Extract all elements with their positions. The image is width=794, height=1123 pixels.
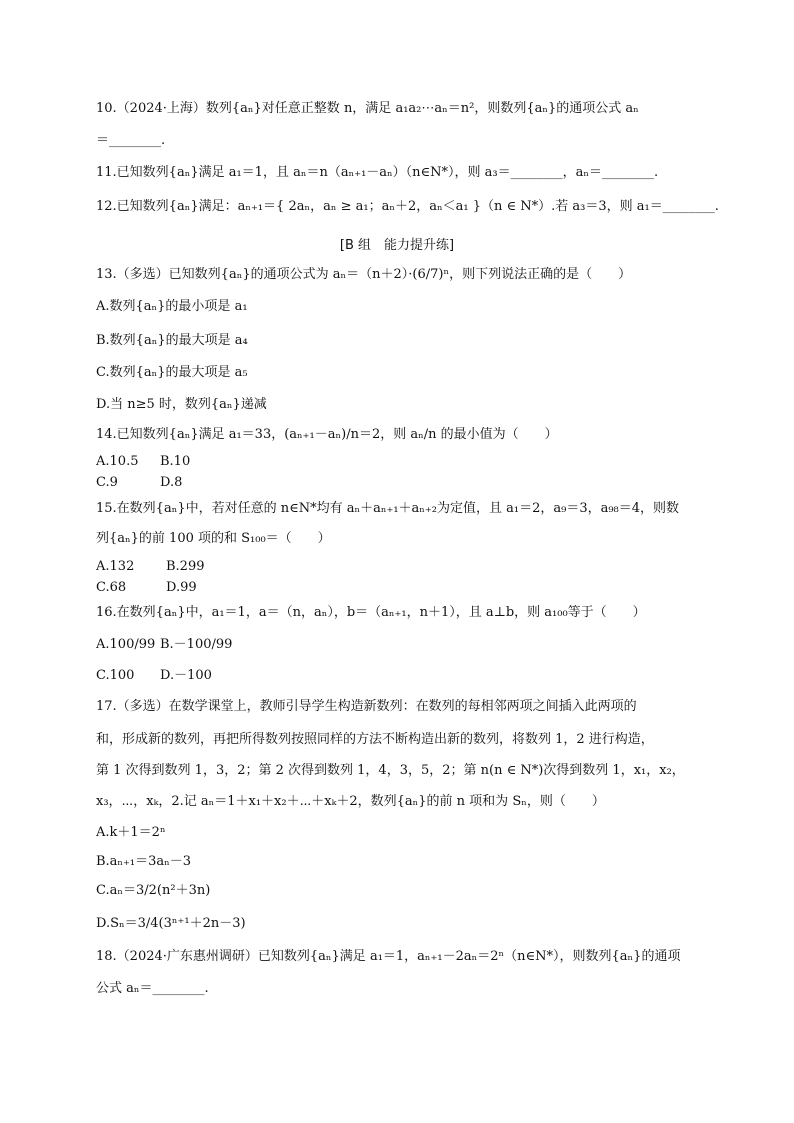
problem-17-line-2: 和，形成新的数列，再把所得数列按照同样的方法不断构造出新的数列，将数列 1，2 进行构造，	[96, 732, 654, 747]
problem-13-option-c: C.数列{aₙ}的最大项是 a₅	[96, 365, 248, 380]
problem-13: 13.（多选）已知数列{aₙ}的通项公式为 aₙ＝（n＋2）·(6/7)ⁿ，则下列说法正确的是（ ）	[96, 267, 632, 282]
problem-14-option-c: C.9	[96, 475, 118, 490]
problem-18-line-1: 18.（2024·广东惠州调研）已知数列{aₙ}满足 a₁＝1，aₙ₊₁－2aₙ＝2ⁿ（n∈N*），则数列{aₙ}的通项	[96, 949, 681, 964]
problem-14: 14.已知数列{aₙ}满足 a₁＝33，(aₙ₊₁－aₙ)/n＝2，则 aₙ/n 的最小值为（ ）	[96, 427, 558, 442]
problem-16: 16.在数列{aₙ}中，a₁＝1，a＝（n，aₙ），b＝（aₙ₊₁，n＋1），且 a⊥b，则 a₁₀₀等于（ ）	[96, 605, 646, 620]
problem-17-option-b: B.aₙ₊₁＝3aₙ－3	[96, 854, 192, 869]
problem-17-option-a: A.k＋1＝2ⁿ	[96, 825, 166, 840]
problem-17-line-4: x₃，⋯，xₖ，2.记 aₙ＝1＋x₁＋x₂＋⋯＋xₖ＋2，数列{aₙ}的前 n 项和为 Sₙ，则（ ）	[96, 794, 605, 809]
problem-17-option-c: C.aₙ＝3/2(n²＋3n)	[96, 883, 211, 898]
problem-16-option-b: B.－100/99	[160, 637, 233, 652]
problem-15-line-2: 列{aₙ}的前 100 项的和 S₁₀₀＝（ ）	[96, 531, 331, 546]
problem-17-option-d: D.Sₙ＝3/4(3ⁿ⁺¹＋2n－3)	[96, 916, 246, 931]
problem-10-line-1: 10.（2024·上海）数列{aₙ}对任意正整数 n，满足 a₁a₂⋯aₙ＝n²，则数列{aₙ}的通项公式 aₙ	[96, 101, 639, 116]
problem-10-line-2: ＝________.	[96, 133, 166, 148]
problem-16-option-c: C.100	[96, 668, 135, 683]
problem-17-line-3: 第 1 次得到数列 1，3，2；第 2 次得到数列 1，4，3，5，2；第 n(n ∈ N*)次得到数列 1，x₁，x₂，	[96, 763, 685, 778]
section-heading: [B 组 能力提升练]	[339, 238, 455, 253]
problem-14-option-b: B.10	[160, 454, 191, 469]
problem-11: 11.已知数列{aₙ}满足 a₁＝1，且 aₙ＝n（aₙ₊₁－aₙ）（n∈N*），则 a₃＝________，aₙ＝________.	[96, 165, 659, 180]
problem-15-option-d: D.99	[166, 580, 197, 595]
problem-18-line-2: 公式 aₙ＝________.	[96, 981, 209, 996]
problem-15-option-b: B.299	[166, 559, 205, 574]
problem-13-option-d: D.当 n≥5 时，数列{aₙ}递减	[96, 397, 267, 412]
problem-15-line-1: 15.在数列{aₙ}中，若对任意的 n∈N*均有 aₙ＋aₙ₊₁＋aₙ₊₂为定值，且 a₁＝2，a₉＝3，a₉₈＝4，则数	[96, 501, 680, 516]
problem-16-option-a: A.100/99	[96, 637, 156, 652]
problem-14-option-a: A.10.5	[96, 454, 139, 469]
problem-17-line-1: 17.（多选）在数学课堂上，教师引导学生构造新数列：在数列的每相邻两项之间插入此两项的	[96, 699, 637, 714]
problem-15-option-a: A.132	[96, 559, 135, 574]
problem-16-option-d: D.－100	[160, 668, 212, 683]
problem-13-option-b: B.数列{aₙ}的最大项是 a₄	[96, 333, 248, 348]
problem-13-option-a: A.数列{aₙ}的最小项是 a₁	[96, 299, 248, 314]
problem-14-option-d: D.8	[160, 475, 183, 490]
problem-12: 12.已知数列{aₙ}满足：aₙ₊₁＝{ 2aₙ，aₙ ≥ a₁；aₙ＋2，aₙ＜a₁ }（n ∈ N*）.若 a₃＝3，则 a₁＝________.	[96, 199, 719, 214]
problem-15-option-c: C.68	[96, 580, 127, 595]
